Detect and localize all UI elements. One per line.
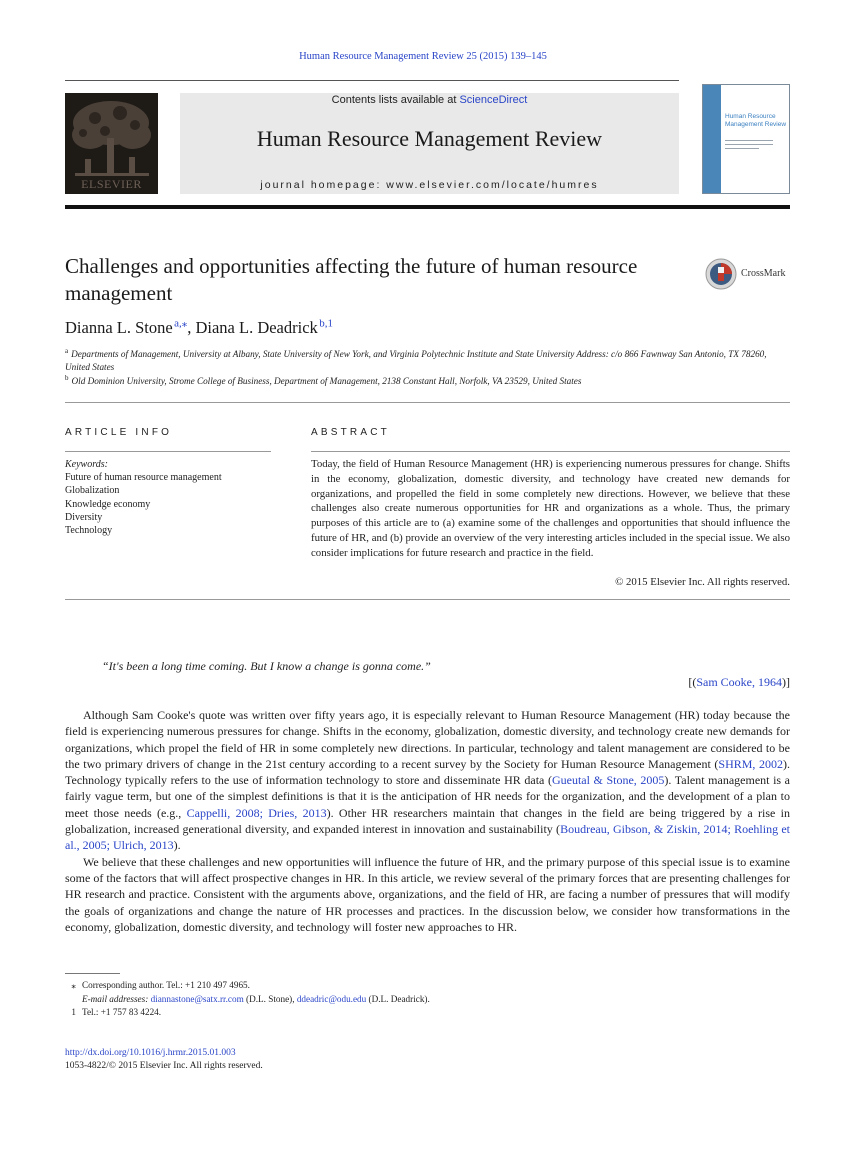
footnote-emails (65, 993, 790, 1007)
affiliation-mark: a (65, 346, 69, 355)
journal-citation[interactable]: Human Resource Management Review 25 (2015) 139–145 (299, 51, 547, 62)
elsevier-logo (65, 93, 158, 194)
author-name: Diana L. Deadrick (195, 318, 318, 337)
contents-prefix: Contents lists available at (331, 94, 460, 106)
email-link[interactable]: diannastone@satx.rr.com (150, 993, 244, 1004)
article-info-rule (65, 451, 271, 452)
homepage-line (180, 179, 679, 191)
reference-link[interactable]: SHRM, 2002 (718, 756, 784, 771)
article-info-heading: ARTICLE INFO (65, 427, 173, 438)
body-text-run: ). Other HR researchers maintain that changes in the field are being triggered by a rise in globalization, increased generational diversity, and expanded interest in innovation and sustainability ( (65, 805, 790, 837)
affiliation-a (65, 348, 790, 374)
footnotes (65, 979, 790, 1020)
author-list (65, 318, 333, 338)
author-affiliation-mark[interactable]: a,⁎ (174, 317, 188, 330)
author-affiliation-mark[interactable]: b,1 (319, 317, 333, 330)
cover-title: Human Resource Management Review (725, 113, 787, 128)
abstract-copyright: © 2015 Elsevier Inc. All rights reserved. (615, 576, 790, 588)
body-text-run: ). (173, 838, 181, 853)
email-link[interactable]: ddeadric@odu.edu (296, 993, 367, 1004)
crossmark-icon (705, 258, 737, 290)
body-text (65, 707, 790, 935)
homepage-prefix: journal homepage: (260, 179, 387, 191)
reference-link[interactable]: Boudreau, Gibson, & Ziskin, 2014; Roehling et al., 2005; Ulrich, 2013 (65, 822, 791, 853)
cite-open: [( (688, 675, 697, 689)
abstract-text: Today, the field of Human Resource Management (HR) is experiencing numerous pressures for change. Shifts in the economy, globalization, domestic diversity, and technology have created new demands for organizations, and propelled the field in some completely new directions. However, we believe that these challenges also create numerous opportunities for HR and organizations as a whole. Thus, the primary purposes of this article are to (a) examine some of the challenges and opportunities that should influence the future of HR, and (b) provide an overview of the very interesting articles included in the special issue. We also consider implications for future research and practice in the field. (311, 458, 790, 559)
crossmark-badge[interactable] (705, 258, 795, 290)
header-rule (65, 80, 679, 81)
footnote-text: Tel.: +1 757 83 4224. (82, 1007, 162, 1017)
author-name: Dianna L. Stone (65, 318, 173, 337)
email-owner: (D.L. Deadrick). (366, 993, 430, 1004)
homepage-link[interactable]: www.elsevier.com/locate/humres (386, 179, 599, 191)
keyword-item: Future of human resource management (65, 472, 222, 484)
footnote-corresponding (65, 979, 790, 993)
journal-name: Human Resource Management Review (256, 126, 603, 151)
body-text-run: Although Sam Cooke's quote was written over fifty years ago, it is especially relevant to Human Resource Management (HR) today because the field is experiencing numerous pressures for change. Shifts in the economy, globalization, domestic diversity, and technology create new demands for organizations, which propel the field of HR in some completely new directions. In particular, technology and talent management are considered to be the two primary drivers of change in the 21st century according to a recent survey by the Society for Human Resource Management ( (65, 708, 790, 771)
body-text-run: ). Talent management is a fairly vague term, but one of the simplest definitions is that it is the anticipation of HR needs for the organization, and the development of a plan to meet those needs (e.g., (65, 773, 791, 820)
body-paragraph: We believe that these challenges and new opportunities will influence the future of HR, and the primary purpose of this special issue is to examine some of the factors that will affect prospective changes in HR. In this article, we review several of the primary forces that are presenting challenges for HR research and practice. Consistent with the arguments above, organizations, and the field of HR, are facing a number of pressures that will modify the goals of organizations and change the nature of HR processes and practices. In the discussion below, we consider how transformations in the economy, globalization, domestic diversity, and technology will foster new approaches to HR. (65, 854, 790, 934)
affiliation-mark: b (65, 373, 69, 382)
cite-close: )] (782, 675, 790, 689)
elsevier-wordmark: ELSEVIER (81, 177, 142, 191)
keyword-item: Diversity (65, 511, 103, 523)
affiliation-rule (65, 402, 790, 403)
affiliation-b (65, 375, 790, 388)
abstract-rule (311, 451, 790, 452)
article-title: Challenges and opportunities affecting the future of human resource management (65, 254, 638, 305)
reference-link[interactable]: Cappelli, 2008; Dries, 2013 (186, 805, 327, 820)
journal-cover-thumbnail (702, 84, 790, 194)
footnote-1 (65, 1006, 790, 1020)
epigraph-quote: “It's been a long time coming. But I know a change is gonna come.” (102, 659, 431, 673)
keywords-block (65, 458, 270, 537)
abstract-heading: ABSTRACT (311, 427, 390, 438)
keyword-item: Technology (65, 525, 113, 537)
body-paragraph (65, 707, 790, 854)
doi-link[interactable]: http://dx.doi.org/10.1016/j.hrmr.2015.01.003 (65, 1048, 236, 1058)
journal-banner (180, 93, 679, 194)
affiliation-text: Departments of Management, University at Albany, State University of New York, and Virginia Polytechnic Institute and State University Address: c/o 866 Fawnway San Antonio, TX 78260, United States (65, 349, 767, 372)
keyword-item: Globalization (65, 485, 120, 497)
footnote-rule (65, 973, 120, 974)
crossmark-label: CrossMark (741, 268, 786, 279)
body-text-run: ). Technology typically refers to the use of information technology to store and disseminate HR data ( (65, 756, 791, 788)
keywords-label: Keywords: (65, 459, 108, 470)
cover-band (703, 85, 721, 193)
header-thick-rule (65, 205, 790, 209)
footnote-mark: ⁎ (71, 980, 76, 990)
issn-line: 1053-4822/© 2015 Elsevier Inc. All rights reserved. (65, 1061, 263, 1071)
epigraph-citation (490, 675, 790, 690)
footnote-mark: 1 (71, 1007, 76, 1017)
cover-text-lines (725, 140, 773, 152)
email-label: E-mail addresses: (82, 993, 151, 1004)
abstract-bottom-rule (65, 599, 790, 600)
email-owner: (D.L. Stone), (243, 993, 297, 1004)
reference-link[interactable]: Sam Cooke, 1964 (696, 675, 782, 689)
reference-link[interactable]: Gueutal & Stone, 2005 (551, 773, 665, 788)
author-separator: , (187, 318, 196, 337)
footnote-text: Corresponding author. Tel.: +1 210 497 4965. (82, 980, 250, 990)
affiliation-text: Old Dominion University, Strome College of Business, Department of Management, 2138 Constant Hall, Norfolk, VA 23529, United States (71, 376, 582, 386)
contents-line (180, 94, 679, 106)
keyword-item: Knowledge economy (65, 498, 151, 510)
sciencedirect-link[interactable]: ScienceDirect (459, 94, 528, 106)
